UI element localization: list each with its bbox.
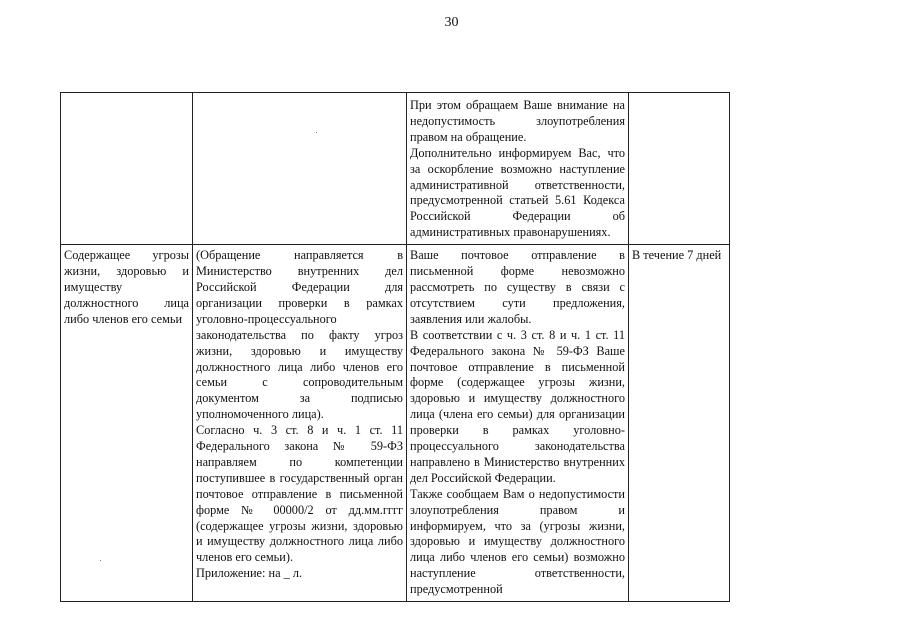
paragraph: Также сообщаем Вам о недопустимости злоупотребления правом и информируем, что за (угрозы жизни, здоровью и имуществу должностного лица либо членов его семьи) возможно наступление ответственности, предусмотренной <box>410 486 625 597</box>
table-cell <box>407 245 629 602</box>
paragraph: Приложение: на _ л. <box>196 566 303 581</box>
table-cell <box>193 93 407 245</box>
paragraph: При этом обращаем Ваше внимание на недопустимость злоупотребления правом на обращение. <box>410 98 625 144</box>
table-cell <box>61 93 193 245</box>
paragraph: Ваше почтовое отправление в письменной форме невозможно рассмотреть по существу в связи с отсутствием сути предложения, заявления или жалобы. <box>410 248 625 326</box>
category-cell: Содержащее угрозы жизни, здоровью и имуществу должностного лица либо членов его семьи <box>61 245 193 602</box>
page-number: 30 <box>444 15 459 30</box>
paragraph: Согласно ч. 3 ст. 8 и ч. 1 ст. 11 Федерального закона № 59-ФЗ направляем по компетенции поступившее в государственный орган почтовое отправление в письменной форме № 00000/2 от дд.мм.гггг (содержащее угрозы жизни, здоровью и имуществу должностного лица либо членов его семьи). <box>196 423 403 565</box>
paragraph: (Обращение направляется в Министерство внутренних дел Российской Федерации для организации проверки в рамках уголовно-процессуального законодательства по факту угроз жизни, здоровью и имуществу должностного лица либо членов его семьи с сопроводительным документом за подписью уполномоченного лица). <box>196 248 403 422</box>
table-cell <box>629 93 730 245</box>
table-cell <box>193 245 407 602</box>
paragraph: Дополнительно информируем Вас, что за оскорбление возможно наступление административной ответственности, предусмотренной статьей 5.61 Кодекса Российской Федерации об административных правонарушениях. <box>410 145 625 240</box>
deadline-cell: В течение 7 дней <box>629 245 730 602</box>
table-cell <box>407 93 629 245</box>
table-row <box>61 245 730 602</box>
scan-speck <box>316 132 317 133</box>
paragraph: В соответствии с ч. 3 ст. 8 и ч. 1 ст. 11 Федерального закона № 59-ФЗ Ваше почтовое отправление в письменной форме (содержащее угрозы жизни, здоровью и имуществу должностного лица (члена его семьи) для организации проверки в рамках уголовно-процессуального законодательства направлено в Министерство внутренних дел Российской Федерации. <box>410 327 625 485</box>
document-table <box>60 92 730 602</box>
table-row <box>61 93 730 245</box>
scan-speck <box>100 560 101 561</box>
